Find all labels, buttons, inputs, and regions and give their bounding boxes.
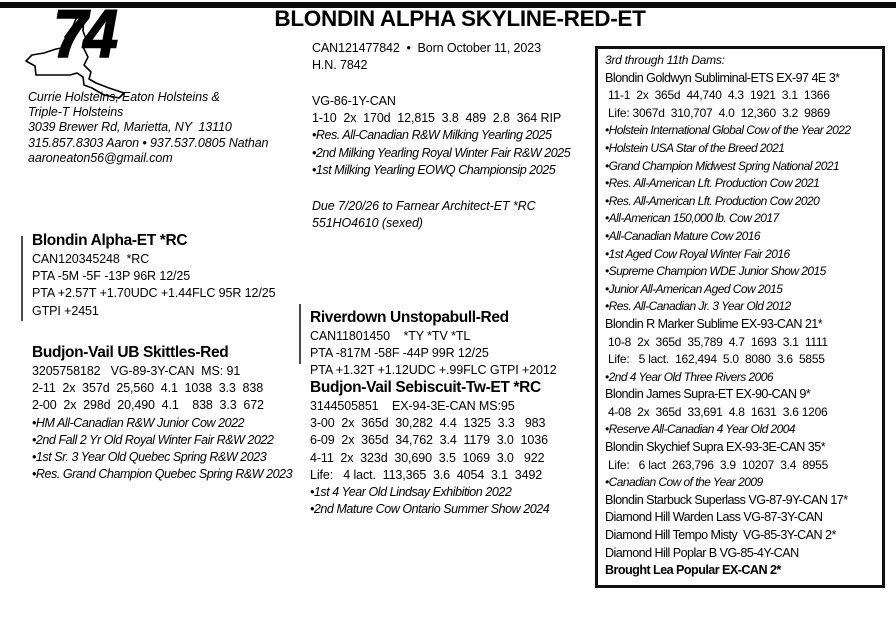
award-line: •2nd Milking Yearling Royal Winter Fair R&W 2025 [312,145,571,160]
classification-score-line: VG-86-1Y-CAN [312,94,396,108]
extended-dams-box [595,46,885,588]
extended-dam-line: Diamond Hill Warden Lass VG-87-3Y-CAN [605,510,823,525]
second-dam-name-heading: Budjon-Vail Sebiscuit-Tw-ET *RC [310,379,541,396]
maternal-sire-name-heading: Riverdown Unstopabull-Red [310,309,509,326]
extended-dam-line: Life: 6 lact 263,796 3.9 10207 3.4 8955 [608,457,829,472]
maternal-sire-detail-line: PTA +1.32T +1.12UDC +.99FLC GTPI +2012 [310,363,557,378]
maternal-sire-block [310,307,557,380]
extended-dam-line: •Holstein USA Star of the Breed 2021 [605,140,785,155]
sire-detail-list [32,251,275,320]
extended-dam-line: •All-Canadian Mature Cow 2016 [605,228,761,243]
dam-block [32,342,292,483]
extended-dam-line: 11-1 2x 365d 44,740 4.3 1921 3.1 1366 [608,88,830,103]
extended-dam-line: •Grand Champion Midwest Spring National 2021 [605,158,840,173]
sire-detail-line: GTPI +2451 [32,303,99,318]
extended-dam-line: Brought Lea Popular EX-CAN 2* [605,563,781,578]
award-line: •Res. Grand Champion Quebec Spring R&W 2023 [32,467,293,482]
second-dam-id-line: 3144505851 EX-94-3E-CAN MS:95 [310,399,515,413]
extended-dam-line: •All-American 150,000 lb. Cow 2017 [605,211,779,226]
extended-dam-line: Blondin James Supra-ET EX-90-CAN 9* [605,387,811,402]
extended-dam-line: Diamond Hill Poplar B VG-85-4Y-CAN [605,545,799,560]
extended-dam-line: •Holstein International Global Cow of the Year 2022 [605,123,851,138]
herd-number-line: H.N. 7842 [312,57,368,72]
award-line: •1st 4 Year Old Lindsay Exhibition 2022 [310,485,512,500]
production-record-line: 2-11 2x 357d 25,560 4.1 1038 3.3 838 [32,381,264,396]
extended-dam-line: •Junior All-American Aged Cow 2015 [605,281,783,296]
extended-dam-line: Blondin Goldwyn Subliminal-ETS EX-97 4E 3* [605,70,840,85]
consignor-line: 315.857.8303 Aaron • 937.537.0805 Nathan [28,135,269,150]
extended-dam-line: 4-08 2x 365d 33,691 4.8 1631 3.6 1206 [608,404,828,419]
breeding-due-block [312,198,570,232]
consignor-line: aaroneaton56@gmail.com [28,150,173,165]
award-line: •2nd Mature Cow Ontario Summer Show 2024 [310,502,550,517]
lot-number: 74 [53,0,114,72]
maternal-sire-pedigree-bracket [299,304,301,364]
dam-id-line: 3205758182 VG-89-3Y-CAN MS: 91 [32,364,241,378]
extended-dam-line: 3rd through 11th Dams: [605,53,725,67]
dam-name-heading: Budjon-Vail UB Skittles-Red [32,344,229,361]
extended-dam-line: Blondin R Marker Sublime EX-93-CAN 21* [605,316,823,331]
extended-dam-line: •Supreme Champion WDE Junior Show 2015 [605,264,826,279]
sire-pedigree-bracket [21,236,23,321]
award-line: •2nd Fall 2 Yr Old Royal Winter Fair R&W 2022 [32,432,274,447]
extended-dam-line: •Canadian Cow of the Year 2009 [605,475,763,490]
sire-detail-line: PTA +2.57T +1.70UDC +1.44FLC 95R 12/25 [32,286,276,301]
extended-dam-line: 10-8 2x 365d 35,789 4.7 1693 3.1 1111 [608,334,828,349]
sire-name-heading: Blondin Alpha-ET *RC [32,232,188,249]
extended-dam-line: Life: 3067d 310,707 4.0 12,360 3.2 9869 [608,105,830,120]
extended-dam-line: Blondin Starbuck Superlass VG-87-9Y-CAN 17* [605,492,848,507]
sire-detail-line: CAN120345248 *RC [32,252,150,266]
production-record-line: Life: 4 lact. 113,365 3.6 4054 3.1 3492 [310,467,543,482]
consignor-line: Currie Holsteins, Eaton Holsteins & [28,90,220,104]
animal-name-title: BLONDIN ALPHA SKYLINE-RED-ET [274,6,646,31]
extended-dam-line: •Res. All-Canadian Jr. 3 Year Old 2012 [605,299,791,314]
due-line: Due 7/20/26 to Farnear Architect-ET *RC [312,199,536,214]
registration-block [312,40,541,73]
award-line: •1st Sr. 3 Year Old Quebec Spring R&W 2023 [32,450,267,465]
maternal-sire-detail-line: PTA -817M -58F -44P 99R 12/25 [310,346,489,361]
production-record-line: 6-09 2x 365d 34,762 3.4 1179 3.0 1036 [310,433,548,448]
production-record-line: 4-11 2x 323d 30,690 3.5 1069 3.0 922 [310,450,545,465]
extended-dam-line: Life: 5 lact. 162,494 5.0 8080 3.6 5855 [608,352,825,367]
due-line: 551HO4610 (sexed) [312,216,423,231]
consignor-line: 3039 Brewer Rd, Marietta, NY 13110 [28,120,232,135]
animal-performance-block [312,93,570,232]
second-dam-awards-list [310,484,549,518]
extended-dam-line: Diamond Hill Tempo Misty VG-85-3Y-CAN 2* [605,528,836,543]
sire-block [32,230,275,320]
production-record-line: 1-10 2x 170d 12,815 3.8 489 2.8 364 RIP [312,111,562,126]
production-record-line: 2-00 2x 298d 20,490 4.1 838 3.3 672 [32,398,264,413]
award-line: •Res. All-Canadian R&W Milking Yearling 2025 [312,128,552,143]
maternal-sire-detail-list [310,328,557,380]
second-dam-production-list [310,415,549,484]
award-line: •HM All-Canadian R&W Junior Cow 2022 [32,415,245,430]
extended-dam-line: Blondin Skychief Supra EX-93-3E-CAN 35* [605,440,826,455]
animal-awards-list [312,127,570,179]
extended-dam-line: •Res. All-American Lft. Production Cow 2020 [605,193,820,208]
award-line: •1st Milking Yearling EOWQ Championsip 2025 [312,162,556,177]
extended-dam-line: •Res. All-American Lft. Production Cow 2021 [605,176,820,191]
dam-production-list [32,380,292,414]
extended-dam-line: •2nd 4 Year Old Three Rivers 2006 [605,369,773,384]
dam-awards-list [32,415,292,484]
production-record-line: 3-00 2x 365d 30,282 4.4 1325 3.3 983 [310,416,546,431]
sire-detail-line: PTA -5M -5F -13P 96R 12/25 [32,269,191,284]
consignor-line: Triple-T Holsteins [28,105,124,120]
maternal-sire-detail-line: CAN11801450 *TY *TV *TL [310,329,471,343]
extended-dam-line: •1st Aged Cow Royal Winter Fair 2016 [605,246,790,261]
consignor-block [28,90,268,166]
registration-line: CAN121477842 • Born October 11, 2023 [312,41,541,55]
second-dam-block [310,377,549,518]
extended-dam-line: •Reserve All-Canadian 4 Year Old 2004 [605,422,795,437]
